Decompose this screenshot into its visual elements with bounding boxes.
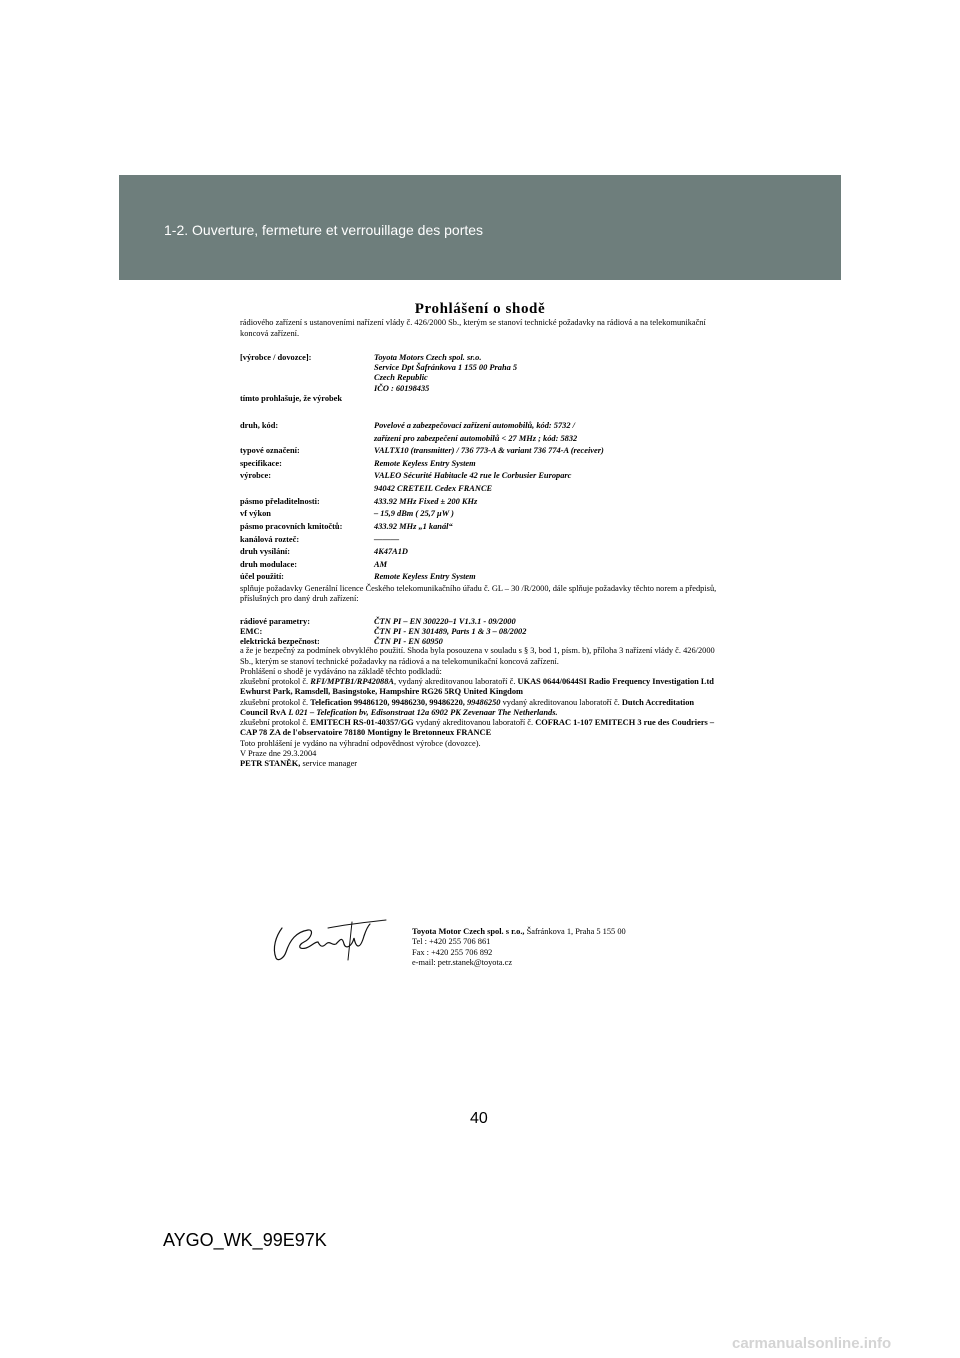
protocol-lab: Dutch Accreditation Council RvA xyxy=(240,697,695,717)
spec-value: 433.92 MHz Fixed ± 200 KHz xyxy=(374,496,478,506)
document-code: AYGO_WK_99E97K xyxy=(163,1230,327,1250)
spec-value: 433.92 MHz „1 kanál“ xyxy=(374,521,453,531)
manufacturer-line: Czech Republic xyxy=(374,373,428,383)
spec-label: vf výkon xyxy=(240,509,271,519)
standard-label: elektrická bezpečnost: xyxy=(240,636,320,646)
contact-company: Toyota Motor Czech spol. s r.o., xyxy=(412,927,525,936)
standards-table xyxy=(240,617,720,646)
page-number: 40 xyxy=(470,1110,488,1127)
spec-value: AM xyxy=(374,559,388,569)
manufacturer-line: IČO : 60198435 xyxy=(374,383,430,393)
spec-value: 4K47A1D xyxy=(374,547,408,557)
manufacturer-line: Toyota Motors Czech spol. sr.o. xyxy=(374,352,482,362)
declares-line: tímto prohlašuje, že výrobek xyxy=(240,393,343,403)
spec-label: kanálová rozteč: xyxy=(240,534,300,544)
spec-label: druh, kód: xyxy=(240,421,279,431)
document-title: Prohlášení o shodě xyxy=(414,301,546,317)
contact-tel: Tel : +420 255 706 861 xyxy=(412,937,491,947)
contact-email: e-mail: petr.stanek@toyota.cz xyxy=(412,957,513,967)
spec-label: druh modulace: xyxy=(240,559,298,569)
spec-label: pásmo pracovních kmitočtů: xyxy=(240,521,343,531)
spec-label: typové označení: xyxy=(240,446,300,456)
place-date: V Praze dne 29.3.2004 xyxy=(240,748,317,758)
spec-value: VALTX10 (transmitter) / 736 773-A & variant 736 774-A (receiver) xyxy=(374,446,604,456)
test-protocol-1 xyxy=(240,677,720,698)
spec-label: druh vysílání: xyxy=(240,547,291,557)
spec-value: VALEO Sécurité Habitacle 42 rue le Corbusier Europarc xyxy=(374,471,572,481)
spec-value: – 15,9 dBm ( 25,7 μW ) xyxy=(374,509,454,519)
spec-label: pásmo přeladitelnosti: xyxy=(240,496,320,506)
protocol-prefix: zkušební protokol č. xyxy=(240,718,309,728)
spec-value: Remote Keyless Entry System xyxy=(374,572,476,582)
safety-paragraph: a že je bezpečný za podmínek obvyklého použití. Shoda byla posouzena v souladu s § 3, bod 1, písm. b), příloha 3 nařízení vlády č. 426/2000 Sb., kterým se stanoví technické požadavky na rádiová a na telekomunikační koncová zařízení. xyxy=(240,646,715,666)
standard-label: EMC: xyxy=(240,627,263,637)
declaration-document xyxy=(240,300,720,769)
standard-value: ČTN PI – EN 300220–1 V1.3.1 - 09/2000 xyxy=(374,617,516,627)
contact-company-line xyxy=(412,927,626,937)
manufacturer-label: [výrobce / dovozce]: xyxy=(240,352,312,362)
manufacturer-line: Service Dpt Šafránkova 1 155 00 Praha 5 xyxy=(374,363,518,373)
spec-label: výrobce: xyxy=(240,471,272,481)
protocol-lab: COFRAC 1-107 EMITECH 3 rue des Coudriers – CAP 78 ZA de l'observatoire 78180 Montigny le Bretonneux FRANCE xyxy=(240,718,715,738)
signatory-role: service manager xyxy=(302,759,358,769)
protocol-text: vydaný akreditovanou laboratoří č. xyxy=(415,718,534,728)
contact-fax: Fax : +420 255 706 892 xyxy=(412,947,493,957)
protocol-prefix: zkušební protokol č. xyxy=(240,697,309,707)
spec-value: 94042 CRETEIL Cedex FRANCE xyxy=(374,484,493,494)
protocol-lab: UKAS 0644/0644SI Radio Frequency Investigation Ltd Ewhurst Park, Ramsdell, Basingstoke, Hampshire RG26 5RQ United Kingdom xyxy=(240,677,714,697)
protocol-id: Telefication 99486120, 99486230, 99486220, xyxy=(310,697,465,707)
test-protocol-2 xyxy=(240,698,720,739)
protocol-prefix: zkušební protokol č. xyxy=(240,677,309,687)
spec-value: zařízení pro zabezpečení automobilů < 27 MHz ; kód: 5832 xyxy=(374,433,578,443)
compliance-paragraph: splňuje požadavky Generální licence Českého telekomunikačního úřadu č. GL – 30 /R/2000, dále splňuje požadavky těchto norem a předpisů, příslušných pro daný druh zařízení: xyxy=(240,583,717,604)
protocol-lab-address: L 021 – Telefication bv, Edisonstraat 12a 6902 PK Zevenaar The Netherlands. xyxy=(288,707,558,717)
standard-value: ČTN PI - EN 301489, Parts 1 & 3 – 08/2002 xyxy=(374,627,527,637)
spec-label: účel použití: xyxy=(240,572,284,582)
spec-label xyxy=(240,433,368,446)
basis-paragraph: Prohlášení o shodě je vydáváno na základě těchto podkladů: xyxy=(240,666,442,676)
spec-table xyxy=(240,420,720,584)
protocol-id: RFI/MPTB1/RP42088A xyxy=(310,677,395,687)
section-title: 1-2. Ouverture, fermeture et verrouillage des portes xyxy=(164,222,484,238)
spec-value: ——— xyxy=(374,534,400,544)
manufacturer-block xyxy=(240,353,720,394)
handwritten-signature xyxy=(268,918,388,963)
manufacturer-address xyxy=(374,353,720,394)
spec-value: Remote Keyless Entry System xyxy=(374,458,476,468)
protocol-text: vydaný akreditovanou laboratoří č. xyxy=(502,697,620,707)
spec-value: Povelové a zabezpečovací zařízení automobilů, kód: 5732 / xyxy=(374,421,575,431)
responsibility-paragraph: Toto prohlášení je vydáno na výhradní odpovědnost výrobce (dovozce). xyxy=(240,738,481,748)
standard-value: ČTN PI - EN 60950 xyxy=(374,636,443,646)
intro-paragraph: rádiového zařízení s ustanoveními nařízení vlády č. 426/2000 Sb., kterým se stanoví technické požadavky na rádiová a na telekomunikační koncová zařízení. xyxy=(240,318,706,338)
protocol-id: EMITECH RS-01-40357/GG xyxy=(310,718,414,728)
protocol-text: , vydaný akreditovanou laboratoří č. xyxy=(394,677,516,687)
signatory xyxy=(240,759,720,769)
standard-label: rádiové parametry: xyxy=(240,617,311,627)
protocol-id: 99486250 xyxy=(466,697,501,707)
contact-block xyxy=(412,927,626,968)
watermark: carmanualsonline.info xyxy=(732,1335,892,1352)
spec-label: specifikace: xyxy=(240,458,282,468)
signatory-name: PETR STANĚK, xyxy=(240,759,301,769)
contact-address: Šafránkova 1, Praha 5 155 00 xyxy=(526,927,626,936)
spec-label xyxy=(240,483,368,496)
